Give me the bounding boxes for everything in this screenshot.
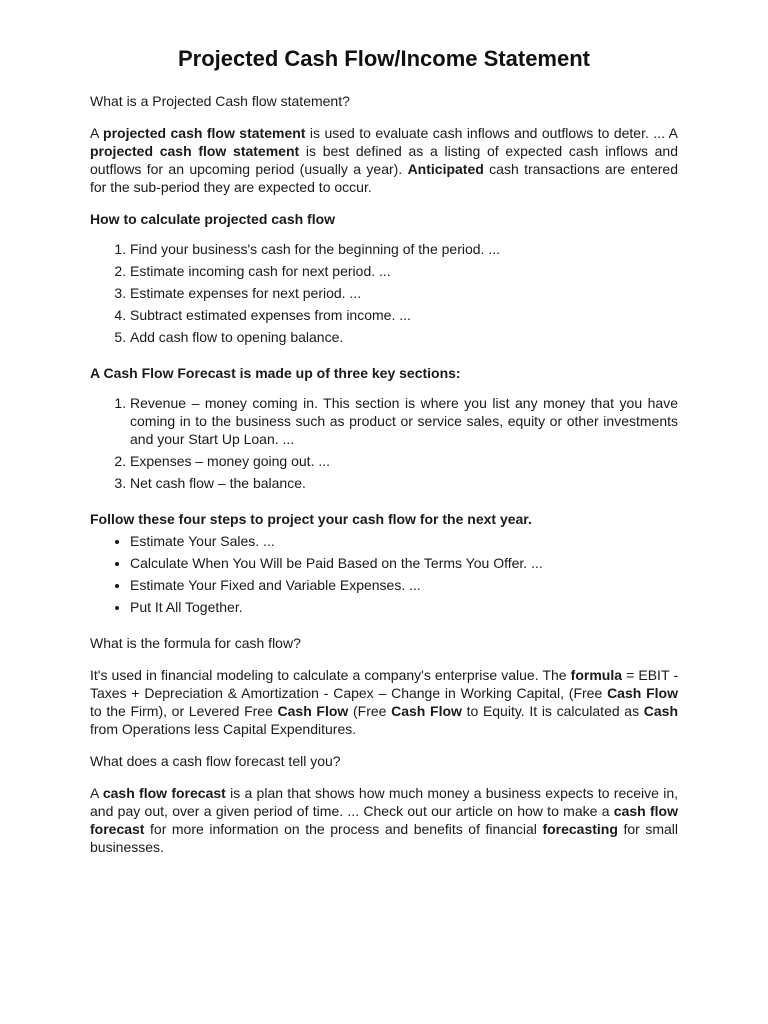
heading-four-steps: Follow these four steps to project your cash flow for the next year. bbox=[90, 511, 532, 527]
list-item: 1. Revenue – money coming in. This section is where you list any money that you have coming in to the business such as product or service sales, equity or other investments and your Start Up Loan. ... bbox=[130, 394, 678, 448]
list-item: 1. Find your business's cash for the beginning of the period. ... bbox=[130, 240, 678, 258]
bold-term: cash flow forecast bbox=[90, 803, 679, 837]
bold-term: projected cash flow statement bbox=[103, 125, 306, 141]
list-item: 2. Expenses – money going out. ... bbox=[130, 452, 678, 470]
key-sections-list bbox=[90, 394, 678, 492]
document-body bbox=[90, 92, 678, 856]
formula-paragraph bbox=[90, 666, 678, 738]
list-item: 3. Estimate expenses for next period. ... bbox=[130, 284, 678, 302]
forecast-paragraph bbox=[90, 784, 678, 856]
text-run: cash transactions are entered for the sub-period they are expected to occur. bbox=[90, 161, 678, 195]
bold-term: Cash Flow bbox=[277, 703, 349, 719]
list-item: 5. Add cash flow to opening balance. bbox=[130, 328, 678, 346]
list-item: • Estimate Your Sales. ... bbox=[130, 532, 678, 550]
text-run: to the Firm), or Levered Free bbox=[90, 703, 278, 719]
question-forecast: What does a cash flow forecast tell you? bbox=[90, 753, 341, 769]
question-formula: What is the formula for cash flow? bbox=[90, 635, 301, 651]
bold-term: Anticipated bbox=[407, 161, 484, 177]
text-run: for small businesses. bbox=[90, 821, 679, 855]
text-run: It's used in financial modeling to calculate a company's enterprise value. The bbox=[90, 667, 571, 683]
list-item: • Calculate When You Will be Paid Based on the Terms You Offer. ... bbox=[130, 554, 678, 572]
list-item: 4. Subtract estimated expenses from income. ... bbox=[130, 306, 678, 324]
bold-term: forecasting bbox=[542, 821, 618, 837]
text-run: = EBIT - Taxes + Depreciation & Amortization - Capex – Change in Working Capital, (Free bbox=[90, 667, 678, 701]
bold-term: Cash Flow bbox=[391, 703, 462, 719]
list-item: • Estimate Your Fixed and Variable Expenses. ... bbox=[130, 576, 678, 594]
text-run: for more information on the process and benefits of financial bbox=[144, 821, 543, 837]
bold-term: projected cash flow statement bbox=[90, 143, 300, 159]
heading-calculate: How to calculate projected cash flow bbox=[90, 211, 336, 227]
list-item: 2. Estimate incoming cash for next period. ... bbox=[130, 262, 678, 280]
text-run: A bbox=[90, 785, 103, 801]
text-run: from Operations less Capital Expenditures. bbox=[90, 721, 357, 737]
text-run: is best defined as a listing of expected cash inflows and outflows for an upcoming period (usually a year). bbox=[90, 143, 679, 177]
text-run: (Free bbox=[348, 703, 392, 719]
list-item: • Put It All Together. bbox=[130, 598, 678, 616]
bold-term: cash flow forecast bbox=[102, 785, 226, 801]
text-run: is a plan that shows how much money a business expects to receive in, and pay out, over a given period of time. ... Check out our article on how to make a bbox=[90, 785, 678, 819]
text-run: to Equity. It is calculated as bbox=[461, 703, 644, 719]
question-projected-cash-flow: What is a Projected Cash flow statement? bbox=[90, 93, 350, 109]
heading-key-sections: A Cash Flow Forecast is made up of three key sections: bbox=[90, 365, 461, 381]
calc-steps-list bbox=[90, 240, 678, 346]
text-run: A bbox=[90, 125, 104, 141]
bold-term: Cash bbox=[643, 703, 678, 719]
bold-term: formula bbox=[570, 667, 623, 683]
list-item: 3. Net cash flow – the balance. bbox=[130, 474, 678, 492]
text-run: is used to evaluate cash inflows and outflows to deter. ... A bbox=[305, 125, 678, 141]
page-title: Projected Cash Flow/Income Statement bbox=[178, 46, 590, 71]
bold-term: Cash Flow bbox=[607, 685, 678, 701]
intro-paragraph bbox=[90, 124, 678, 196]
four-steps-list bbox=[90, 532, 678, 616]
